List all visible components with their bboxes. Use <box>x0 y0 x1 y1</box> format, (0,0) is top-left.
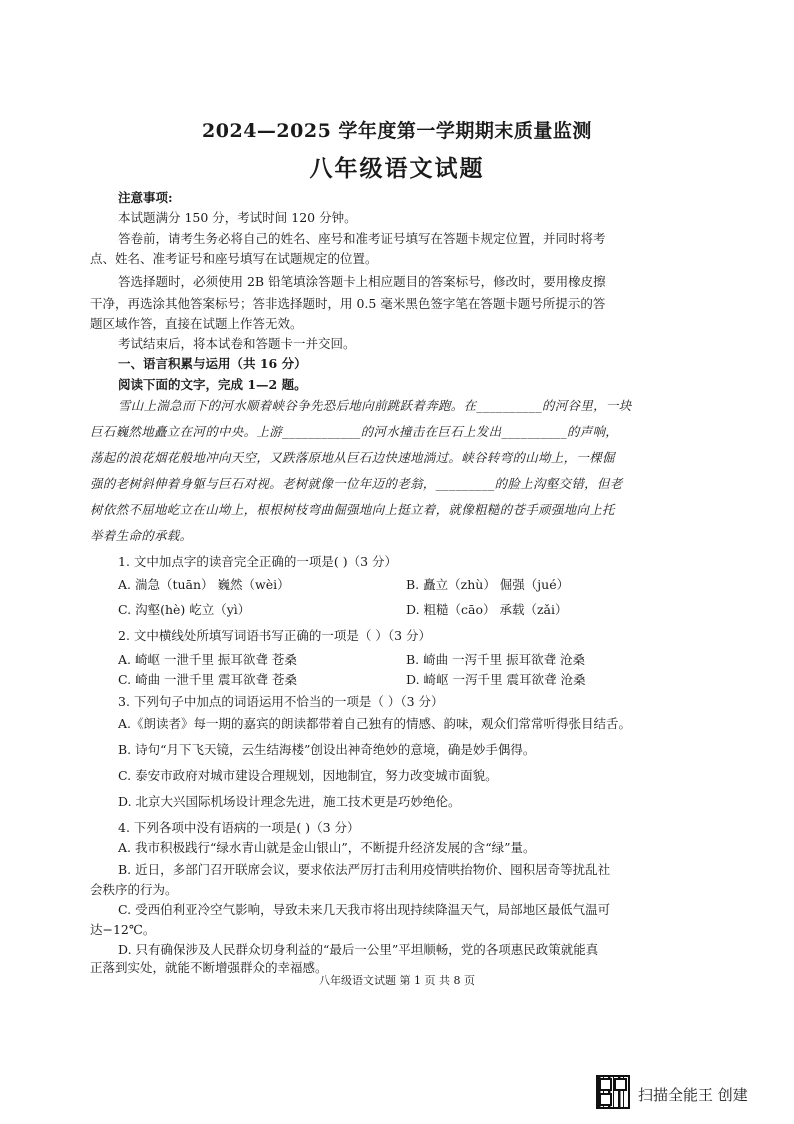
passage-line: 树依然不屈地屹立在山坳上，根根树枝弯曲倔强地向上挺立着，就像粗糙的苍手顽强地向上托 <box>90 502 615 517</box>
notes-line: 点、姓名、准考证号和座号填写在试题规定的位置。 <box>90 251 378 266</box>
question-3-stem: 3. 下列句子中加点的词语运用不恰当的一项是（ ）（3 分） <box>118 694 444 709</box>
section-heading: 一、语言积累与运用（共 16 分） <box>118 356 307 371</box>
question-2-option-d: D. 崎岖 一泻千里 震耳欲聋 沧桑 <box>406 672 586 687</box>
question-2-option-a: A. 崎岖 一泄千里 振耳欲聋 苍桑 <box>118 652 297 667</box>
page-footer: 八年级语文试题 第 1 页 共 8 页 <box>319 974 475 987</box>
notes-line: 本试题满分 150 分，考试时间 120 分钟。 <box>118 210 357 225</box>
question-3-option-b: B. 诗句“月下飞天镜，云生结海楼”创设出神奇绝妙的意境，确是妙手偶得。 <box>118 742 536 757</box>
question-2-option-c: C. 崎曲 一泄千里 震耳欲聋 苍桑 <box>118 672 297 687</box>
notes-line: 题区域作答，直接在试题上作答无效。 <box>90 316 303 331</box>
question-4-option-b: B. 近日，多部门召开联席会议，要求依法严厉打击利用疫情哄抬物价、囤积居奇等扰乱社 <box>118 862 611 877</box>
scanner-watermark: 扫描全能王 创建 <box>638 1086 748 1104</box>
passage-line: 雪山上湍急而下的河水顺着峡谷争先恐后地向前跳跃着奔跑。在__________的河谷里，一块 <box>118 398 632 413</box>
subject-title: 八年级语文试题 <box>309 155 485 182</box>
passage-line: 强的老树斜伸着身躯与巨石对视。老树就像一位年迈的老翁，_________的脸上沟壑交错，但老 <box>90 476 623 491</box>
question-1-option-b: B. 矗立（zhù） 倔强（jué） <box>406 577 570 592</box>
notes-line: 考试结束后，将本试卷和答题卡一并交回。 <box>118 336 356 351</box>
question-2-stem: 2. 文中横线处所填写词语书写正确的一项是（ ）（3 分） <box>118 628 432 643</box>
question-4-option-a: A. 我市积极践行“绿水青山就是金山银山”，不断提升经济发展的含“绿”量。 <box>118 840 536 855</box>
question-3-option-c: C. 泰安市政府对城市建设合理规划，因地制宜，努力改变城市面貌。 <box>118 768 498 783</box>
question-1-option-c: C. 沟壑(hè) 屹立（yì） <box>118 602 251 617</box>
question-1-option-a: A. 湍急（tuān） 巍然（wèi） <box>118 577 290 592</box>
question-4-option-c: C. 受西伯利亚冷空气影响，导致未来几天我市将出现持续降温天气，局部地区最低气温可 <box>118 902 611 917</box>
question-4-option-d: D. 只有确保涉及人民群众切身利益的“最后一公里”平坦顺畅，党的各项惠民政策就能真 <box>118 942 599 957</box>
passage-line: 荡起的浪花烟花般地冲向天空，又跌落原地从巨石边快速地淌过。峡谷转弯的山坳上，一棵倔 <box>90 450 615 465</box>
question-3-option-a: A.《朗读者》每一期的嘉宾的朗读都带着自己独有的情感、韵味，观众们常常听得张目结舌。 <box>118 716 632 731</box>
passage-line: 举着生命的承载。 <box>90 528 193 543</box>
notes-line: 答选择题时，必须使用 2B 铅笔填涂答题卡上相应题目的答案标号，修改时，要用橡皮擦 <box>118 274 606 289</box>
question-3-option-d: D. 北京大兴国际机场设计理念先进，施工技术更是巧妙绝伦。 <box>118 794 461 809</box>
question-1-option-d: D. 粗糙（cāo） 承载（zǎi） <box>406 602 568 617</box>
question-2-option-b: B. 崎曲 一泻千里 振耳欲聋 沧桑 <box>406 652 586 667</box>
question-4-option-d-cont: 正落到实处，就能不断增强群众的幸福感。 <box>90 960 328 975</box>
question-1-stem: 1. 文中加点字的读音完全正确的一项是( )（3 分） <box>118 554 398 569</box>
notes-heading: 注意事项: <box>118 190 173 205</box>
exam-title: 2024—2025 学年度第一学期期末质量监测 <box>202 120 592 142</box>
question-4-option-b-cont: 会秩序的行为。 <box>90 882 178 897</box>
reading-instruction: 阅读下面的文字，完成 1—2 题。 <box>118 377 307 392</box>
notes-line: 答卷前，请考生务必将自己的姓名、座号和准考证号填写在答题卡规定位置，并同时将考 <box>118 231 606 246</box>
qr-code-icon <box>596 1075 630 1109</box>
notes-line: 干净，再选涂其他答案标号；答非选择题时，用 0.5 毫米黑色签字笔在答题卡题号所提示的答 <box>90 296 606 311</box>
passage-line: 巨石巍然地矗立在河的中央。上游____________的河水撞击在巨石上发出__________的声响， <box>90 424 619 439</box>
question-4-option-c-cont: 达−12℃。 <box>90 922 156 937</box>
question-4-stem: 4. 下列各项中没有语病的一项是( )（3 分） <box>118 820 360 835</box>
